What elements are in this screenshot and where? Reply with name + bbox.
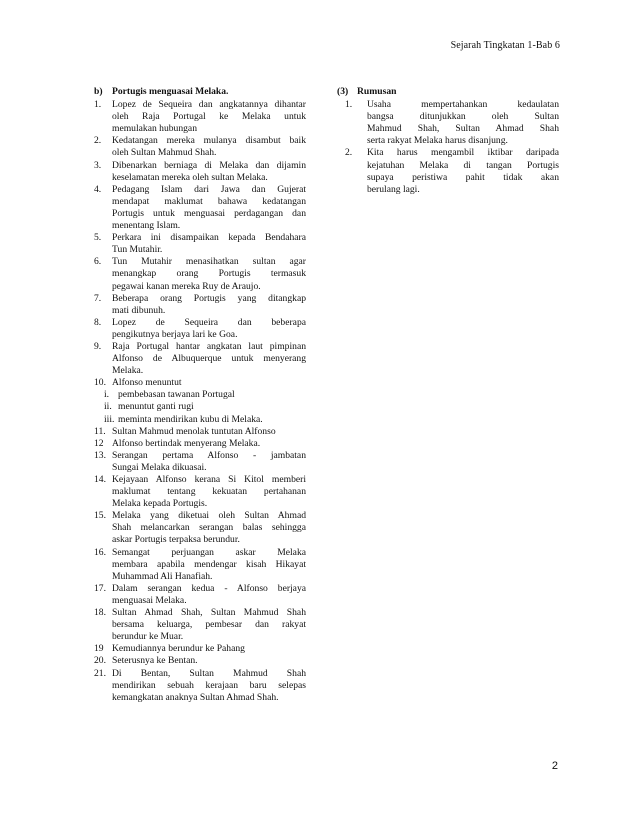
item-line: keselamatan mereka oleh sultan Melaka. <box>112 171 268 183</box>
item-line: Sultan Mahmud menolak tuntutan Alfonso <box>112 425 276 437</box>
sub-item <box>94 401 306 413</box>
item-line: pengikutnya berjaya lari ke Goa. <box>112 328 238 340</box>
item-line: Kejayaan Alfonso kerana Si Kitol memberi <box>112 474 306 485</box>
item-line: pegawai kanan mereka Ruy de Araujo. <box>112 280 261 292</box>
item-line: Alfonso bertindak menyerang Melaka. <box>112 437 261 449</box>
list-item <box>94 160 306 184</box>
item-number: 7. <box>94 292 102 304</box>
item-text <box>112 160 306 184</box>
item-line: Muhammad Ali Hanafiah. <box>112 570 213 582</box>
item-number: 3. <box>94 159 102 171</box>
item-number: 13. <box>94 449 106 461</box>
item-number: 9. <box>94 340 102 352</box>
item-line: Dibenarkan berniaga di Melaka dan dijamin <box>112 159 306 171</box>
summary-title: Rumusan <box>357 86 397 97</box>
sub-item <box>94 389 306 401</box>
sub-item-text: menuntut ganti rugi <box>118 401 194 413</box>
list-item <box>94 135 306 159</box>
sub-item-number: ii. <box>104 401 112 413</box>
item-line: Sultan Ahmad Shah, Sultan Mahmud Shah <box>112 607 306 619</box>
item-number: 5. <box>94 232 102 244</box>
item-text <box>112 232 306 256</box>
sub-item-number: iii. <box>104 413 115 425</box>
page-header: Sejarah Tingkatan 1-Bab 6 <box>450 40 560 51</box>
item-line: Seterusnya ke Bentan. <box>112 655 198 667</box>
sub-item-text: pembebasan tawanan Portugal <box>118 389 235 401</box>
item-text <box>112 655 306 667</box>
item-text <box>112 256 306 292</box>
item-line: membara apabila mendengar kisah Hikayat <box>112 558 306 570</box>
item-line: Sungai Melaka dikuasai. <box>112 461 207 473</box>
item-line: Dalam serangan kedua - Alfonso berjaya <box>112 582 306 594</box>
item-line: oleh Raja Portugal ke Melaka untuk <box>112 111 306 123</box>
item-number: 1. <box>94 99 102 111</box>
item-number: 18. <box>94 607 106 619</box>
list-item <box>94 377 306 389</box>
item-line: Mahmud Shah, Sultan Ahmad Shah <box>367 123 559 135</box>
item-line: Lopez de Sequeira dan beberapa <box>112 316 306 328</box>
item-text <box>112 438 306 450</box>
right-column <box>337 86 559 196</box>
list-item <box>94 474 306 510</box>
list-item <box>94 450 306 474</box>
item-line: berulang lagi. <box>367 183 420 195</box>
item-number: 16. <box>94 546 106 558</box>
list-item <box>345 147 559 195</box>
item-number: 8. <box>94 316 102 328</box>
item-number: 17. <box>94 582 106 594</box>
item-line: memulakan hubungan <box>112 123 197 135</box>
item-line: Alfonso menuntut <box>112 377 182 389</box>
item-text <box>112 317 306 341</box>
item-line: askar Portugis terpaksa berundur. <box>112 534 240 546</box>
item-number: 6. <box>94 256 102 268</box>
item-text <box>112 547 306 583</box>
item-line: Tun Mutahir. <box>112 244 163 256</box>
list-item <box>94 655 306 667</box>
item-text <box>112 510 306 546</box>
section-title: Portugis menguasai Melaka. <box>112 86 229 97</box>
item-line: kejatuhan Melaka di tangan Portugis <box>367 159 559 171</box>
list-item <box>94 99 306 135</box>
list-item <box>94 643 306 655</box>
item-text <box>112 184 306 232</box>
item-line: bersama keluarga, pembesar dan rakyat <box>112 619 306 631</box>
item-line: Usaha mempertahankan kedaulatan <box>367 99 559 111</box>
item-text <box>112 450 306 474</box>
item-line: Di Bentan, Sultan Mahmud Shah <box>112 667 306 679</box>
item-text <box>112 607 306 643</box>
list-item <box>94 293 306 317</box>
item-number: 4. <box>94 183 102 195</box>
item-line: Melaka. <box>112 365 144 377</box>
item-line: Tun Mutahir menasihatkan sultan agar <box>112 256 306 268</box>
item-line: Kedatangan mereka mulanya disambut baik <box>112 135 306 147</box>
point-list <box>94 99 306 704</box>
item-text <box>112 426 306 438</box>
item-number: 1. <box>345 99 353 111</box>
sub-item-text: meminta mendirikan kubu di Melaka. <box>118 413 263 425</box>
list-item <box>94 256 306 292</box>
list-item <box>94 317 306 341</box>
item-text <box>367 147 559 195</box>
item-text <box>112 341 306 377</box>
item-line: serta rakyat Melaka harus disanjung. <box>367 135 508 147</box>
item-text <box>112 474 306 510</box>
summary-marker: (3) <box>337 86 349 97</box>
item-number: 20. <box>94 655 106 667</box>
list-item <box>94 583 306 607</box>
item-line: mati dibunuh. <box>112 304 166 316</box>
item-line: mendirikan sebuah kerajaan baru selepas <box>112 679 306 691</box>
item-text <box>112 135 306 159</box>
item-text <box>112 377 306 389</box>
list-item <box>94 547 306 583</box>
item-line: Melaka kepada Portugis. <box>112 498 208 510</box>
item-line: Serangan pertama Alfonso - jambatan <box>112 449 306 461</box>
left-column <box>94 86 306 704</box>
item-text <box>112 99 306 135</box>
item-line: Perkara ini disampaikan kepada Bendahara <box>112 232 306 244</box>
item-line: Beberapa orang Portugis yang ditangkap <box>112 292 306 304</box>
item-text <box>112 668 306 704</box>
list-item <box>94 510 306 546</box>
item-line: maklumat tentang kekuatan pertahanan <box>112 486 306 498</box>
item-text <box>112 583 306 607</box>
section-heading <box>94 86 306 98</box>
list-item <box>94 607 306 643</box>
section-marker: b) <box>94 86 103 97</box>
item-number: 15. <box>94 510 106 522</box>
item-line: supaya peristiwa pahit tidak akan <box>367 171 559 183</box>
item-line: menangkap orang Portugis termasuk <box>112 268 306 280</box>
item-line: Kita harus mengambil iktibar daripada <box>367 147 559 159</box>
sub-item <box>94 414 306 426</box>
item-number: 14. <box>94 474 106 485</box>
page-number: 2 <box>551 760 558 772</box>
item-number: 10. <box>94 377 106 389</box>
item-text <box>112 293 306 317</box>
item-line: kemangkatan anaknya Sultan Ahmad Shah. <box>112 691 279 703</box>
list-item <box>94 438 306 450</box>
item-text <box>367 99 559 147</box>
item-line: Kemudiannya berundur ke Pahang <box>112 643 245 655</box>
item-number: 11. <box>94 425 106 437</box>
item-line: Portugis untuk menguasai perdagangan dan <box>112 207 306 219</box>
list-item <box>94 232 306 256</box>
item-text <box>112 643 306 655</box>
item-line: Raja Portugal hantar angkatan laut pimpinan <box>112 340 306 352</box>
list-item <box>345 99 559 147</box>
item-line: mendapat maklumat bahawa kedatangan <box>112 195 306 207</box>
item-number: 2. <box>345 147 353 159</box>
item-line: Semangat perjuangan askar Melaka <box>112 546 306 558</box>
item-number: 19 <box>94 643 104 655</box>
list-item <box>94 341 306 377</box>
summary-heading <box>337 86 559 98</box>
item-number: 21. <box>94 667 106 679</box>
item-line: bangsa ditunjukkan oleh Sultan <box>367 111 559 123</box>
item-line: Pedagang Islam dari Jawa dan Gujerat <box>112 183 306 195</box>
list-item <box>94 184 306 232</box>
item-number: 12 <box>94 437 104 449</box>
item-line: berundur ke Muar. <box>112 631 184 643</box>
item-line: Alfonso de Albuquerque untuk menyerang <box>112 353 306 365</box>
item-line: Lopez de Sequeira dan angkatannya dihantar <box>112 99 306 111</box>
list-item <box>94 668 306 704</box>
item-line: menentang Islam. <box>112 220 181 232</box>
item-line: Shah melancarkan serangan balas sehingga <box>112 522 306 534</box>
item-number: 2. <box>94 135 102 147</box>
list-item <box>94 426 306 438</box>
item-line: Melaka yang diketuai oleh Sultan Ahmad <box>112 510 306 522</box>
sub-item-number: i. <box>104 389 110 401</box>
summary-list <box>337 99 559 196</box>
item-line: menguasai Melaka. <box>112 594 187 606</box>
item-line: oleh Sultan Mahmud Shah. <box>112 147 217 159</box>
